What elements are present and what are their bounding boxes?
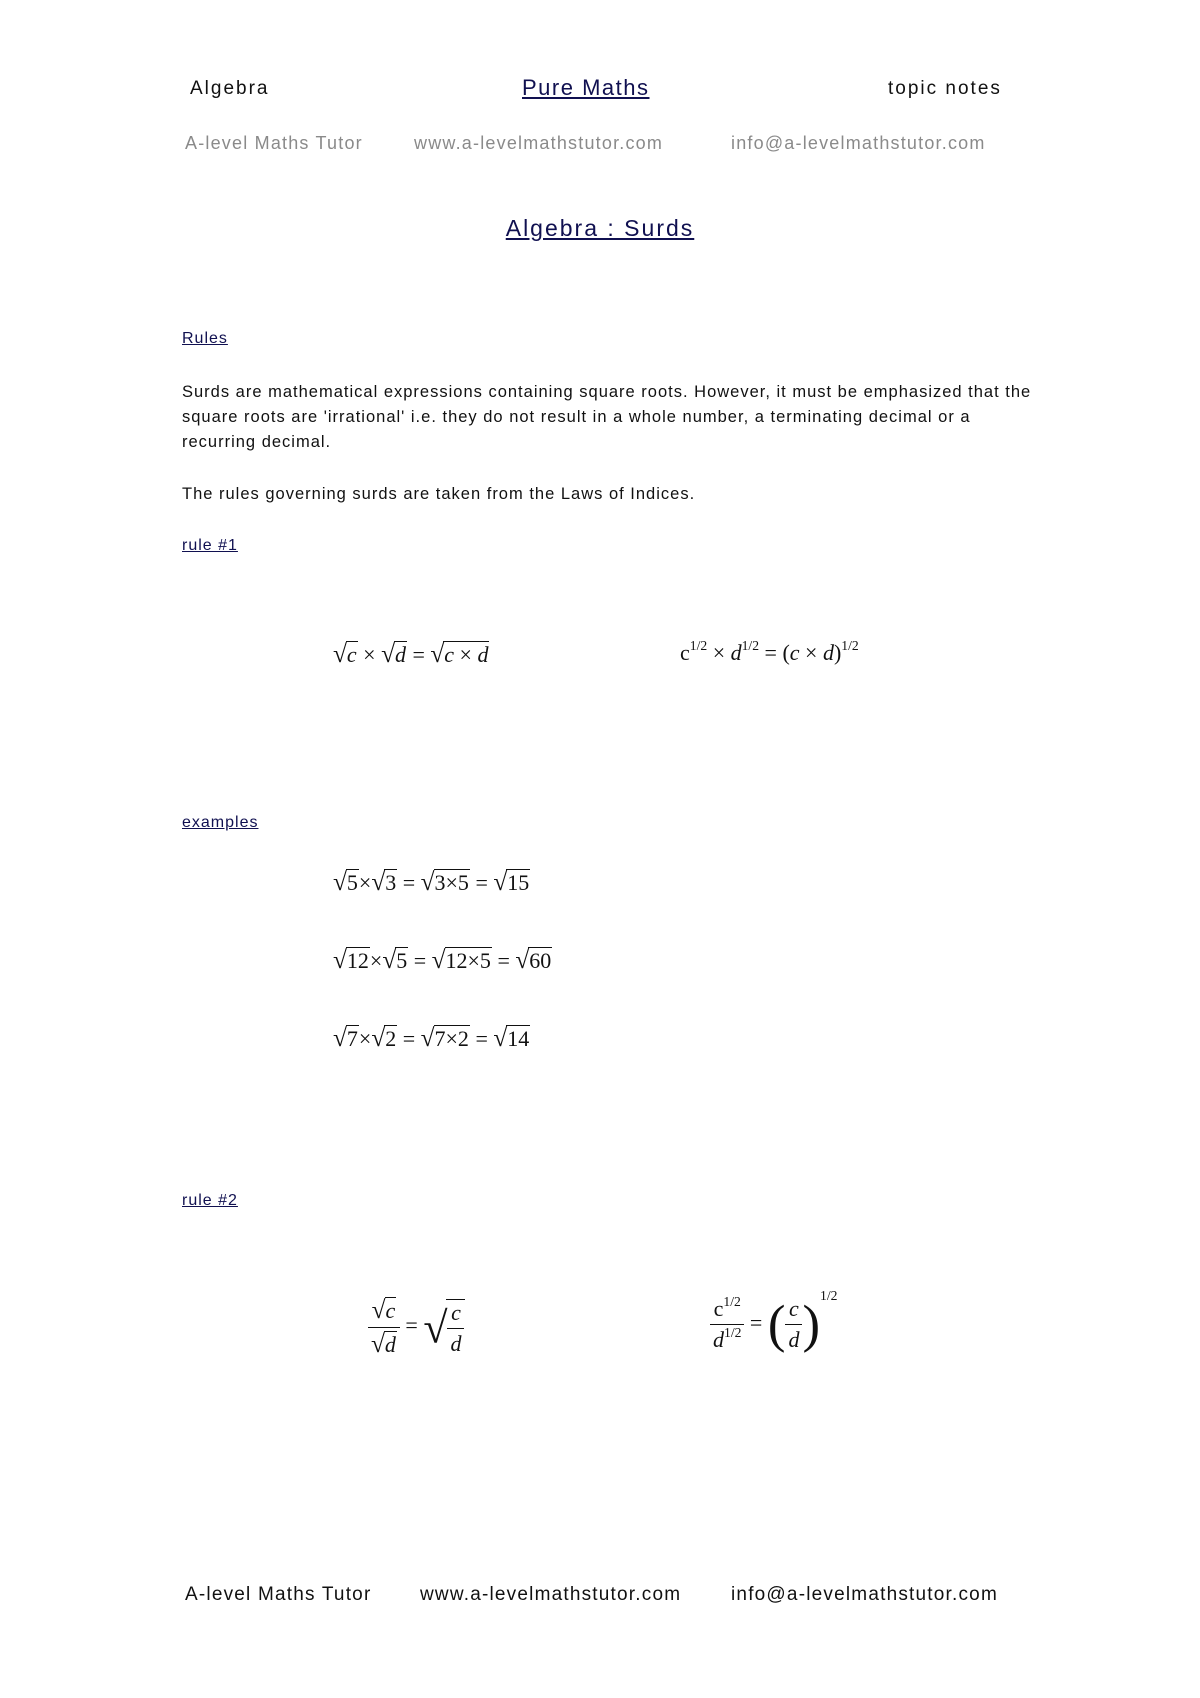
example-3: √7×√2 = √7×2 = √14 [333, 1024, 530, 1052]
example-2: √12×√5 = √12×5 = √60 [333, 946, 552, 974]
header-email-link[interactable]: info@a-levelmathstutor.com [731, 133, 986, 153]
rule1-heading: rule #1 [182, 537, 238, 554]
intro-paragraph: Surds are mathematical expressions containing square roots. However, it must be emphasized that the square roots are 'irrational' i.e. they do not result in a whole number, a terminating decimal or a recurring decimal. [182, 383, 1032, 451]
rule2-heading: rule #2 [182, 1192, 238, 1209]
sqrt-symbol: √c × d [430, 640, 489, 668]
header-website-link[interactable]: www.a-levelmathstutor.com [414, 133, 664, 153]
rule1-index-formula: $c^{1/2} \times d^{1/2} = (c \times d)^{1/2}$ [680, 637, 859, 665]
header-tutor-name: A-level Maths Tutor [185, 133, 363, 153]
examples-heading: examples [182, 814, 259, 831]
footer-website-link[interactable]: www.a-levelmathstutor.com [420, 1584, 682, 1605]
header-notes-label: topic notes [888, 78, 1002, 99]
page-title: Algebra : Surds [505, 215, 695, 241]
sqrt-symbol: √c [333, 640, 357, 668]
header-subject: Pure Maths [522, 75, 650, 100]
laws-paragraph: The rules governing surds are taken from the Laws of Indices. [182, 485, 696, 503]
rule2-index-formula: $\frac{c^{1/2}}{d^{1/2}}$ = ( $\frac{c}{d}$ )$^{1/2}$ [710, 1296, 837, 1353]
sqrt-symbol: √d [381, 640, 406, 668]
rule1-surd-formula: √c × √d = √c × d [333, 640, 489, 668]
footer-tutor-name: A-level Maths Tutor [185, 1584, 372, 1605]
header-topic: Algebra [190, 78, 270, 99]
example-1: √5×√3 = √3×5 = √15 [333, 868, 530, 896]
rules-heading: Rules [182, 330, 228, 347]
rule2-surd-formula: $\frac{√c}{√d}$ = √ $\frac{c}{d}$ [368, 1296, 465, 1359]
footer-email-link[interactable]: info@a-levelmathstutor.com [731, 1584, 998, 1605]
